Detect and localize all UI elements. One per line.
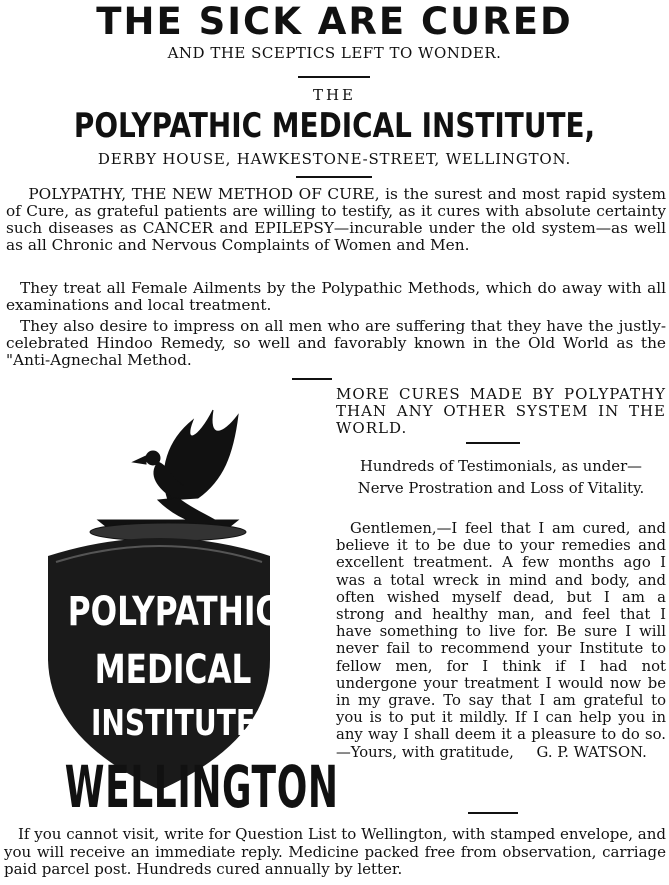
testimonial-subject: Nerve Prostration and Loss of Vitality. [357, 480, 645, 497]
intro-lead: POLYPATHY, THE NEW METHOD OF CURE, [28, 185, 380, 203]
emblem-line3: INSTITUTE [90, 703, 256, 744]
footer-text: If you cannot visit, write for Question List to Wellington, with stamped envelope, and you will receive an immediate reply. Medicine packed free from observation, carriage paid parcel post. Hundreds cured annually by letter. [4, 825, 666, 878]
subheadline: AND THE SCEPTICS LEFT TO WONDER. [167, 44, 502, 62]
address: DERBY HOUSE, HAWKESTONE-STREET, WELLINGTON. [97, 150, 572, 168]
the-label: THE [312, 86, 357, 104]
intro-rest: is the surest and most rapid system of Cure, as grateful patients are willing to testify, as it cures with absolute certainty such diseases as CANCER and EPILEPSY—incurable under the old system—as well as all Chronic and Nervous Complaints of Women and Men. [6, 185, 667, 254]
emblem-city: WELLINGTON [64, 753, 339, 821]
intro-paragraph-3: They also desire to impress on all men who are suffering that they have the justly-celebrated Hindoo Remedy, so well and favorably known in the Old World as the "Anti-Agnechal Method. [6, 317, 666, 369]
testimonial-heading: MORE CURES MADE BY POLYPATHY THAN ANY OTHER SYSTEM IN THE WORLD. [336, 385, 666, 437]
testimonial-signature: G. P. WATSON. [536, 743, 647, 761]
institute-title: POLYPATHIC MEDICAL INSTITUTE, [73, 106, 596, 146]
divider [296, 176, 372, 178]
emblem-line2: MEDICAL [94, 647, 252, 693]
testimonial-body: Gentlemen,—I feel that I am cured, and believe it to be due to your remedies and excellent treatment. A few months ago I was a total wreck in mind and body, and often wished myself dead, but I am a strong and healthy man, and feel that I have something to live for. Be sure I will never fail to recommend your Institute to fellow men, for I think if I had not undergone your treatment I would now be in my grave. To say that I am grateful to you is to put it mildly. If I can help you in any way I shall deem it a pleasure to do so.—Yours, with gratitude, [336, 520, 666, 761]
divider [468, 812, 518, 814]
phoenix-icon [90, 410, 246, 541]
divider [298, 76, 370, 78]
testimonial-intro: Hundreds of Testimonials, as under— [360, 458, 642, 475]
divider [466, 442, 520, 444]
intro-paragraph-1 [6, 186, 666, 254]
intro-paragraph-2: They treat all Female Ailments by the Polypathic Methods, which do away with all examinations and local treatment. [6, 279, 666, 314]
headline: THE SICK ARE CURED [96, 0, 573, 43]
emblem-line1: POLYPATHIC [67, 589, 279, 635]
testimonial-letter [336, 520, 666, 761]
